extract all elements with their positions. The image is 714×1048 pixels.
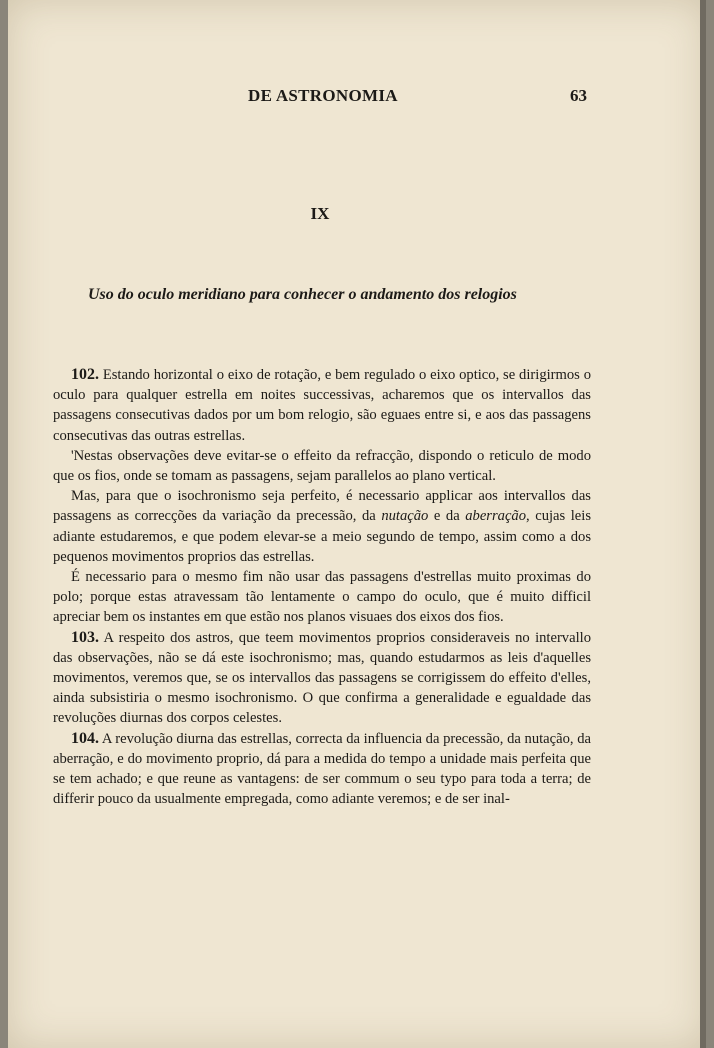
paragraph-number: 103. xyxy=(71,628,99,646)
page-header xyxy=(8,86,706,112)
running-title: DE ASTRONOMIA xyxy=(248,86,398,105)
paragraph-text: A revolução diurna das estrellas, correcta da influencia da precessão, da nutação, da aberração, e do movimento proprio, dá para a medida do tempo a unidade mais perfeita que se tem achado; e que reune as vantagens: de ser commum o seu typo para toda a terra; de differir pouco da usualmente empregada, como adiante veremos; e de ser inal- xyxy=(53,730,591,808)
paragraph-104 xyxy=(53,729,591,810)
paragraph-102 xyxy=(53,365,591,446)
paragraph-text: A respeito dos astros, que teem movimentos proprios consideraveis no intervallo das observações, não se dá este isochronismo; mas, quando estudarmos as leis d'aquelles movimentos, veremos que, se os intervallos das passagens se corrigissem do effeito d'elles, ainda subsistiria o mesmo isochronismo. O que confirma a generalidade e egualdade das revoluções diurnas dos corpos celestes. xyxy=(53,629,591,727)
paragraph-number: 104. xyxy=(71,729,99,747)
book-page xyxy=(8,0,706,1048)
paragraph-isochronism xyxy=(53,486,591,567)
paragraph-text: Estando horizontal o eixo de rotação, e bem regulado o eixo optico, se dirigirmos o oculo para qualquer estrella em noites successivas, acharemos que os intervallos das passagens consecutivas dados por um bom relogio, são eguaes entre si, e aos das passagens consecutivas das outras estrellas. xyxy=(53,367,591,444)
chapter-subtitle: Uso do oculo meridiano para conhecer o andamento dos relogios xyxy=(88,286,517,303)
paragraph-text: 'Nestas observações deve evitar-se o effeito da refracção, dispondo o reticulo de modo que os fios, onde se tomam as passagens, sejam parallelos ao plano vertical. xyxy=(53,447,591,485)
paragraph-pole-stars xyxy=(53,567,591,628)
paragraph-number: 102. xyxy=(71,366,99,383)
paragraph-refraction xyxy=(53,446,591,486)
paragraph-103 xyxy=(53,628,591,729)
italic-term: aberração xyxy=(465,508,527,525)
chapter-number: IX xyxy=(310,204,330,223)
page-edge-shadow xyxy=(700,0,706,1048)
paragraph-text: e da xyxy=(428,508,466,525)
paragraph-text: É necessario para o mesmo fim não usar das passagens d'estrellas muito proximas do polo; porque estas atravessam tão lentamente o campo do oculo, que é muito difficil apreciar bem os instantes em que estão nos planos visuaes dos eixos dos fios. xyxy=(53,569,591,626)
paragraph-text: Mas, para que o isochronismo seja perfeito, é necessario applicar aos intervallos das passagens as correcções da variação da precessão, da xyxy=(53,488,591,525)
paragraph-text: , cujas leis adiante estudaremos, e que podem elevar-se a meio segundo de tempo, assim como a dos pequenos movimentos proprios das estrellas. xyxy=(53,508,592,565)
italic-term: nutação xyxy=(381,508,429,525)
body-text xyxy=(53,365,591,809)
page-number: 63 xyxy=(570,86,587,105)
